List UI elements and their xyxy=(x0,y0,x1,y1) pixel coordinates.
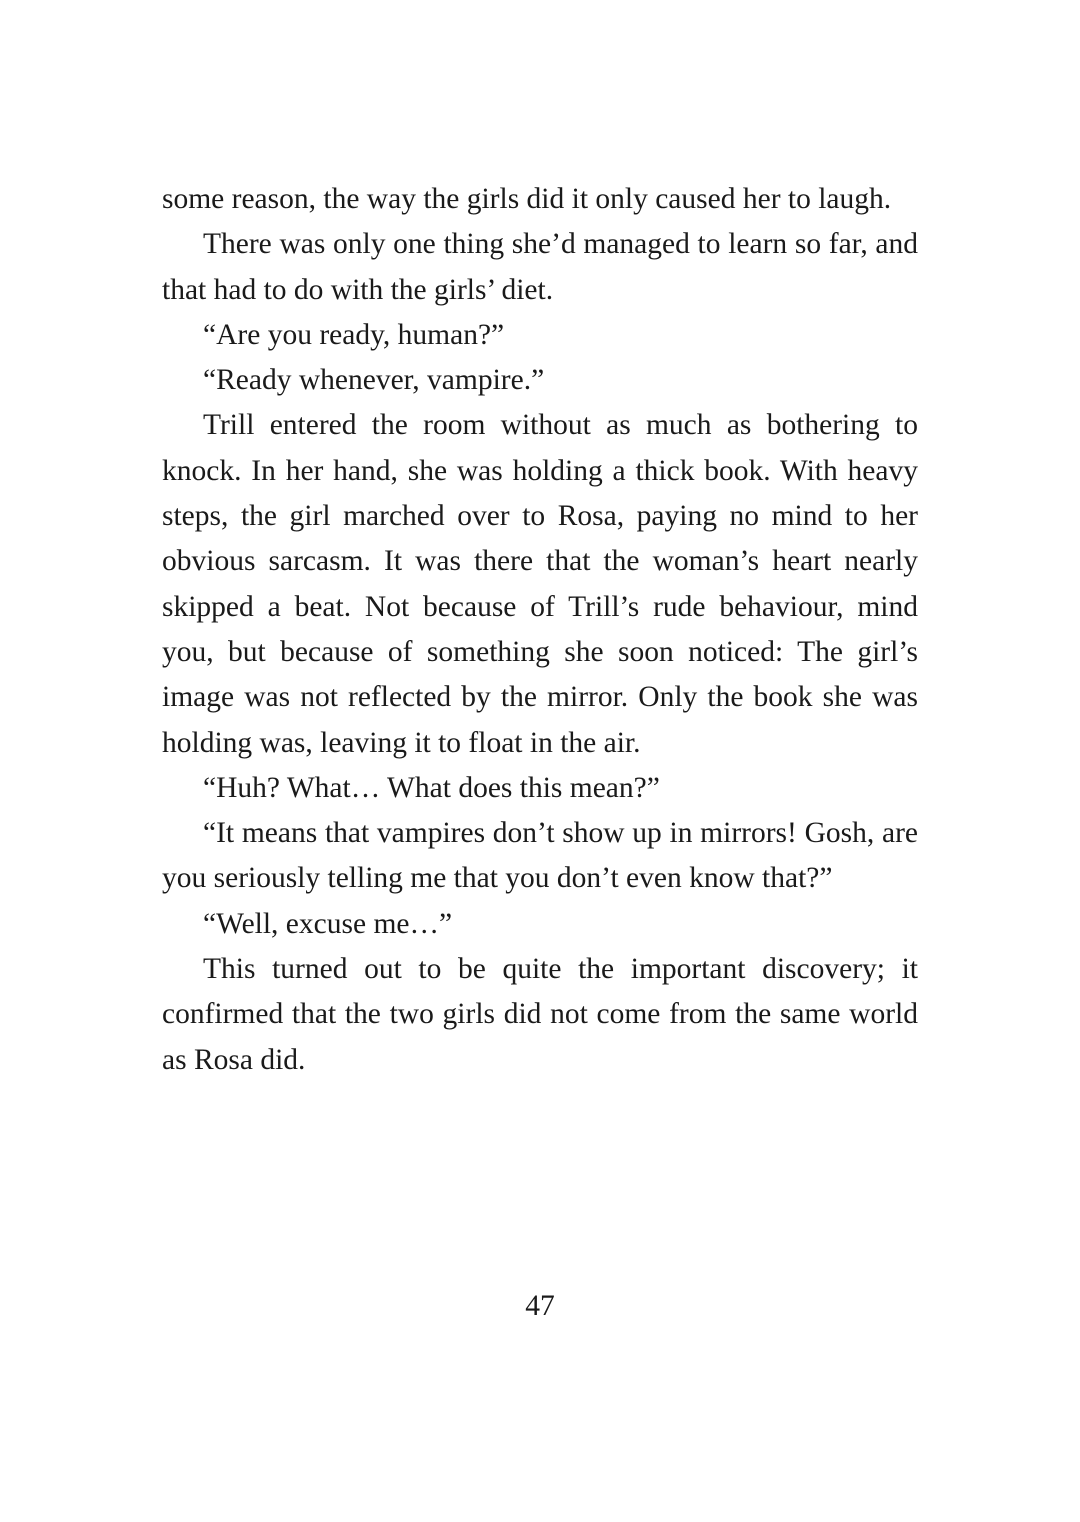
body-text xyxy=(162,177,918,1083)
paragraph-continuation: some reason, the way the girls did it only caused her to laugh. xyxy=(162,183,892,215)
dialogue-line: “Huh? What… What does this mean?” xyxy=(203,771,660,804)
paragraph: This turned out to be quite the important discovery; it confirmed that the two girls did not come from the same world as Rosa did. xyxy=(162,953,918,1076)
dialogue-line: “Well, excuse me…” xyxy=(203,907,453,940)
dialogue-line: “Are you ready, human?” xyxy=(203,318,505,351)
page-number: 47 xyxy=(525,1290,555,1322)
dialogue-line: “It means that vampires don’t show up in mirrors! Gosh, are you seriously telling me that you don’t even know that?” xyxy=(162,817,918,895)
dialogue-line: “Ready whenever, vampire.” xyxy=(203,364,545,397)
paragraph: There was only one thing she’d managed to learn so far, and that had to do with the girls’ diet. xyxy=(162,228,918,306)
paragraph: Trill entered the room without as much as bothering to knock. In her hand, she was holding a thick book. With heavy steps, the girl marched over to Rosa, paying no mind to her obvious sarcasm. It was there that the woman’s heart nearly skipped a beat. Not because of Trill’s rude behaviour, mind you, but because of something she soon noticed: The girl’s image was not reflected by the mirror. Only the book she was holding was, leaving it to float in the air. xyxy=(162,409,918,759)
